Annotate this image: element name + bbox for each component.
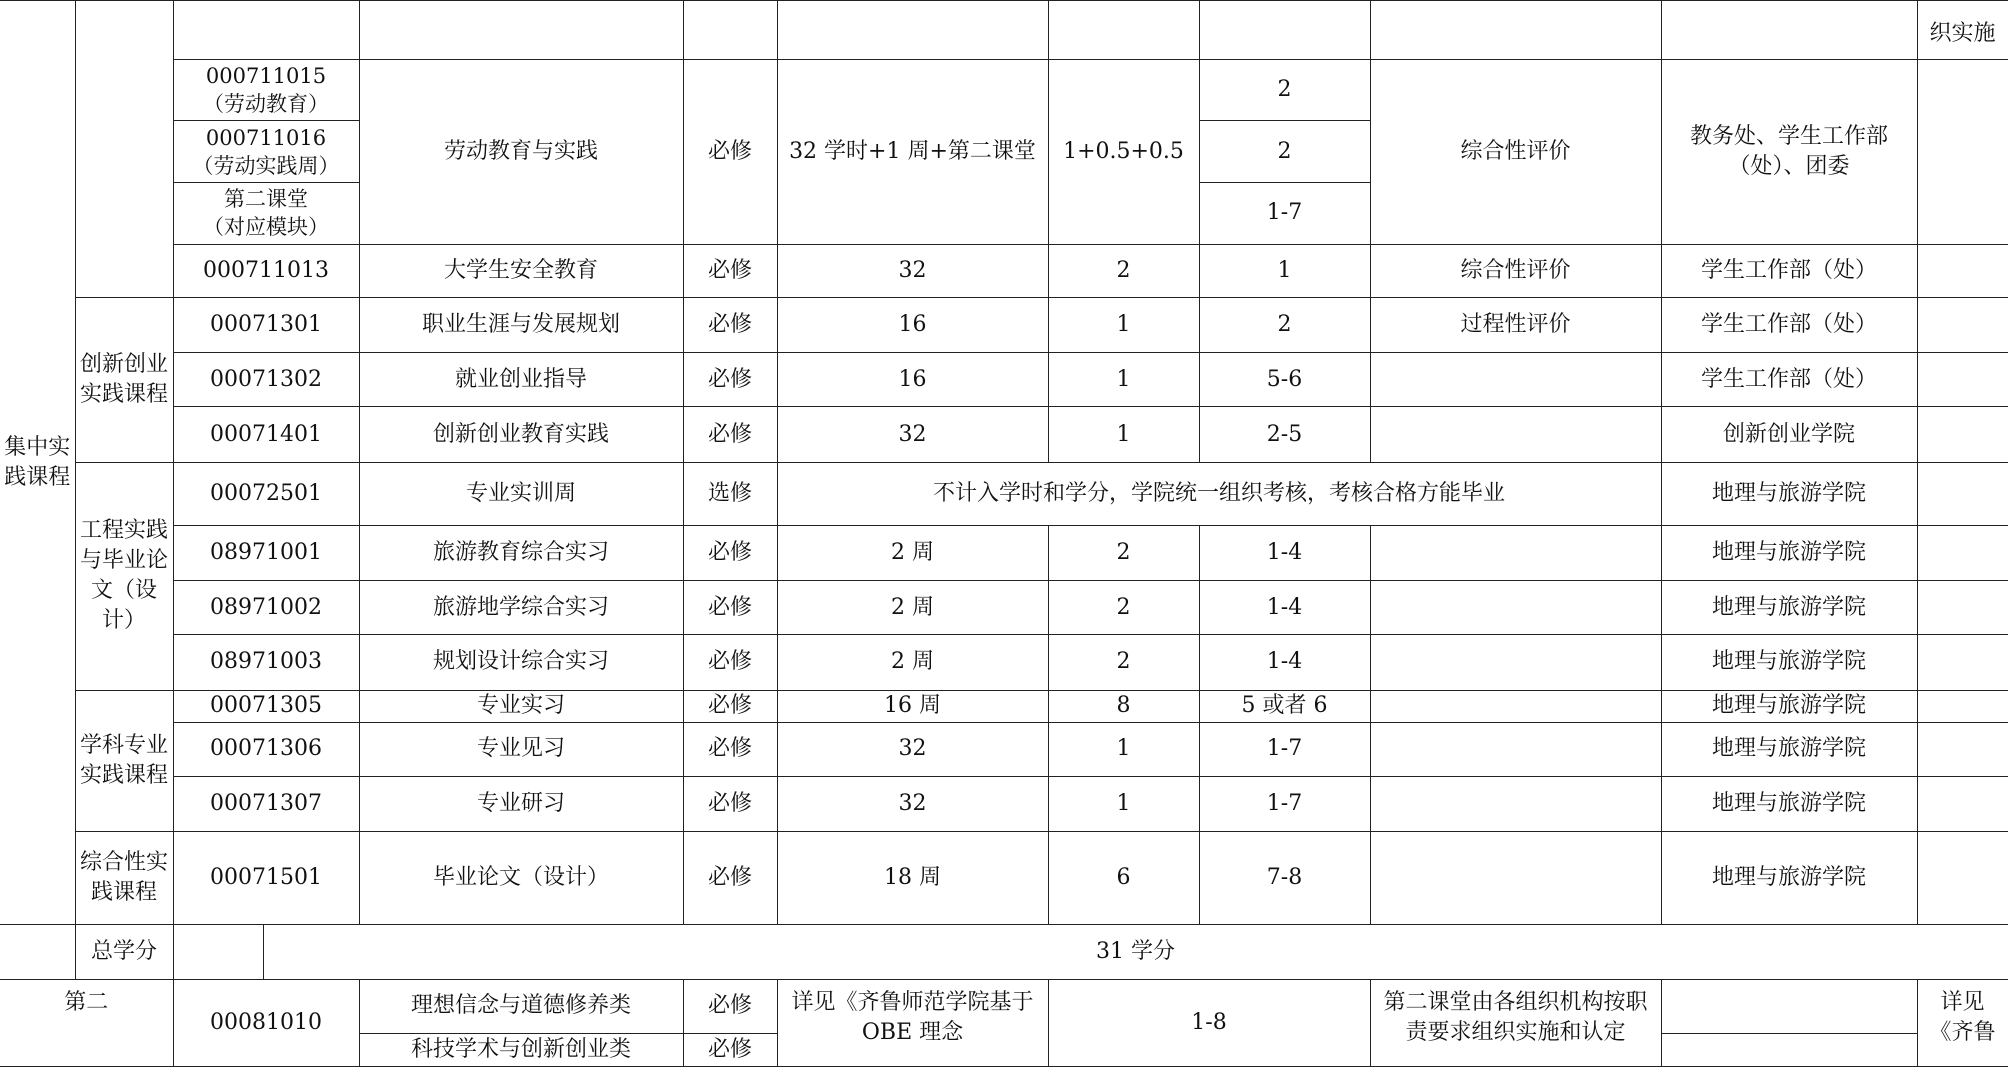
remark-cell: [1917, 690, 2008, 722]
unit-cell: 地理与旅游学院: [1661, 832, 1917, 925]
remark-cell: [1917, 635, 2008, 690]
semester-cell: 1-7: [1199, 182, 1370, 244]
unit-cell: 地理与旅游学院: [1661, 690, 1917, 722]
code-cell: 08971001: [173, 525, 359, 580]
table-row: [0, 298, 2008, 353]
credits-cell: 1: [1048, 407, 1199, 462]
course-name-cell: 专业研习: [359, 776, 683, 831]
remark-cell: [1917, 1, 2008, 60]
table-row-partial-top: [0, 1, 2008, 60]
course-name-cell: 毕业论文（设计）: [359, 832, 683, 925]
credits-cell: 2: [1048, 581, 1199, 635]
nature-cell: [683, 1, 777, 60]
hours-cell: 2 周: [777, 581, 1048, 635]
code-cell: 00071301: [173, 298, 359, 353]
assessment-cell: [1370, 581, 1661, 635]
semester-cell: 2-5: [1199, 407, 1370, 462]
unit-cell: 学生工作部（处）: [1661, 244, 1917, 297]
course-name-cell: 旅游教育综合实习: [359, 525, 683, 580]
assessment-cell: [1370, 635, 1661, 690]
hours-cell: 16: [777, 298, 1048, 353]
course-code-note: （劳动教育）: [203, 92, 329, 117]
second-class-category-cell: 第二: [0, 979, 173, 1066]
course-code: 第二课堂: [224, 187, 308, 212]
table-row: [0, 635, 2008, 690]
credits-cell: 8: [1048, 690, 1199, 722]
total-row: [0, 925, 2008, 979]
code-cell: 00071305: [173, 690, 359, 722]
subcategory-cell: 工程实践与毕业论文（设计）: [75, 462, 173, 690]
hours-cell: 16 周: [777, 690, 1048, 722]
credits-cell: 1: [1048, 353, 1199, 407]
semester-cell: 1-4: [1199, 635, 1370, 690]
module-name-cell: 理想信念与道德修养类: [359, 979, 683, 1033]
code-cell: 00071302: [173, 353, 359, 407]
code-cell: 08971002: [173, 581, 359, 635]
code-cell: [173, 182, 359, 244]
nature-cell: 必修: [683, 776, 777, 831]
remark-cell: [1917, 832, 2008, 925]
total-blank-cell-2: [173, 925, 263, 979]
credits-cell: 1: [1048, 776, 1199, 831]
course-name-cell: 规划设计综合实习: [359, 635, 683, 690]
code-cell: 00071307: [173, 776, 359, 831]
hours-cell: 32 学时+1 周+第二课堂: [777, 60, 1048, 245]
remark-cell: [1917, 581, 2008, 635]
table-row: [0, 353, 2008, 407]
course-name-cell: 职业生涯与发展规划: [359, 298, 683, 353]
hours-cell: 2 周: [777, 635, 1048, 690]
credits-cell: 6: [1048, 832, 1199, 925]
semester-cell: 1-7: [1199, 776, 1370, 831]
table-row: [0, 690, 2008, 722]
table-row: [0, 722, 2008, 776]
semester-cell: 1: [1199, 244, 1370, 297]
table-row: [0, 832, 2008, 925]
course-code-note: （对应模块）: [203, 215, 329, 240]
assessment-cell: 过程性评价: [1370, 298, 1661, 353]
remark-cell: [1917, 298, 2008, 353]
credits-cell: 2: [1048, 635, 1199, 690]
assessment-cell: 第二课堂由各组织机构按职责要求组织实施和认定: [1370, 979, 1661, 1066]
assessment-cell: [1370, 690, 1661, 722]
remark-cell: [1917, 462, 2008, 525]
assessment-cell: [1370, 776, 1661, 831]
subcategory-cell: 综合性实践课程: [75, 832, 173, 925]
hours-cell: 16: [777, 353, 1048, 407]
course-name-cell: 创新创业教育实践: [359, 407, 683, 462]
table-row: [0, 407, 2008, 462]
remark-cell: 详见《齐鲁: [1917, 979, 2008, 1066]
semester-cell: 5 或者 6: [1199, 690, 1370, 722]
hours-cell: 32: [777, 722, 1048, 776]
subcategory-cell: 学科专业实践课程: [75, 690, 173, 832]
nature-cell: 必修: [683, 298, 777, 353]
hours-cell: 18 周: [777, 832, 1048, 925]
assessment-cell: [1370, 722, 1661, 776]
table-row: [0, 60, 2008, 121]
table-row: [0, 581, 2008, 635]
nature-cell: 必修: [683, 690, 777, 722]
code-cell: [173, 1, 359, 60]
module-name-cell: 科技学术与创新创业类: [359, 1033, 683, 1066]
nature-cell: 必修: [683, 979, 777, 1033]
hours-cell: 详见《齐鲁师范学院基于 OBE 理念: [777, 979, 1048, 1066]
nature-cell: 选修: [683, 462, 777, 525]
unit-cell: 地理与旅游学院: [1661, 722, 1917, 776]
semester-cell: 7-8: [1199, 832, 1370, 925]
hours-cell: 32: [777, 776, 1048, 831]
semester-cell: 1-4: [1199, 525, 1370, 580]
course-name-cell: 专业见习: [359, 722, 683, 776]
credits-cell: [1048, 1, 1199, 60]
course-name-cell: [359, 1, 683, 60]
nature-cell: 必修: [683, 60, 777, 245]
remark-cell: [1917, 722, 2008, 776]
hours-cell: 32: [777, 407, 1048, 462]
course-code: 000711016: [205, 125, 327, 150]
subcategory-cell: 创新创业实践课程: [75, 298, 173, 463]
unit-cell: 地理与旅游学院: [1661, 776, 1917, 831]
assessment-cell: [1370, 832, 1661, 925]
table-row: [0, 525, 2008, 580]
hours-cell: [777, 1, 1048, 60]
unit-cell: [1661, 1, 1917, 60]
credits-cell: 1: [1048, 722, 1199, 776]
total-label-cell: 总学分: [75, 925, 173, 979]
course-name-cell: 劳动教育与实践: [359, 60, 683, 245]
code-cell: 00081010: [173, 979, 359, 1066]
code-cell: [173, 121, 359, 182]
remark-text: 织实施: [1929, 21, 1996, 47]
code-cell: 000711013: [173, 244, 359, 297]
unit-cell: 学生工作部（处）: [1661, 298, 1917, 353]
hours-cell: 32: [777, 244, 1048, 297]
code-cell: 00071306: [173, 722, 359, 776]
credits-cell: 2: [1048, 244, 1199, 297]
remark-cell: [1917, 407, 2008, 462]
unit-cell: 地理与旅游学院: [1661, 581, 1917, 635]
course-code: 000711015: [205, 64, 327, 89]
remark-cell: [1917, 776, 2008, 831]
unit-cell: 地理与旅游学院: [1661, 635, 1917, 690]
semester-cell: 1-7: [1199, 722, 1370, 776]
nature-cell: 必修: [683, 635, 777, 690]
total-blank-cell: [0, 925, 75, 979]
assessment-cell: [1370, 525, 1661, 580]
code-cell: 00071501: [173, 832, 359, 925]
semester-cell: 2: [1199, 298, 1370, 353]
remark-cell: [1917, 60, 2008, 245]
nature-cell: 必修: [683, 525, 777, 580]
course-name-cell: 专业实训周: [359, 462, 683, 525]
nature-cell: 必修: [683, 722, 777, 776]
course-name-cell: 就业创业指导: [359, 353, 683, 407]
total-value-cell: 31 学分: [263, 925, 2008, 979]
unit-cell: [1661, 1033, 1917, 1066]
nature-cell: 必修: [683, 353, 777, 407]
credits-cell: 1: [1048, 298, 1199, 353]
nature-cell: 必修: [683, 581, 777, 635]
table-row-second-class: [0, 979, 2008, 1033]
code-cell: [173, 60, 359, 121]
nature-cell: 必修: [683, 832, 777, 925]
course-name-cell: 专业实习: [359, 690, 683, 722]
semester-cell: 5-6: [1199, 353, 1370, 407]
semester-cell: [1199, 1, 1370, 60]
unit-cell: 学生工作部（处）: [1661, 353, 1917, 407]
semester-cell: 1-4: [1199, 581, 1370, 635]
table-row: [0, 244, 2008, 297]
assessment-cell: [1370, 407, 1661, 462]
nature-cell: 必修: [683, 1033, 777, 1066]
unit-cell: [1661, 979, 1917, 1033]
nature-cell: 必修: [683, 244, 777, 297]
subcategory-cell-labor: [75, 1, 173, 298]
table-row: [0, 462, 2008, 525]
semester-cell: 2: [1199, 121, 1370, 182]
unit-cell: 地理与旅游学院: [1661, 525, 1917, 580]
table-row: [0, 776, 2008, 831]
code-cell: 00071401: [173, 407, 359, 462]
hours-cell: 2 周: [777, 525, 1048, 580]
no-credit-note-cell: 不计入学时和学分，学院统一组织考核，考核合格方能毕业: [777, 462, 1661, 525]
remark-cell: [1917, 353, 2008, 407]
remark-cell: [1917, 525, 2008, 580]
assessment-cell: 综合性评价: [1370, 60, 1661, 245]
course-name-cell: 大学生安全教育: [359, 244, 683, 297]
assessment-cell: 综合性评价: [1370, 244, 1661, 297]
semester-cell: 1-8: [1048, 979, 1370, 1066]
semester-cell: 2: [1199, 60, 1370, 121]
credits-cell: 1+0.5+0.5: [1048, 60, 1199, 245]
course-name-cell: 旅游地学综合实习: [359, 581, 683, 635]
credits-cell: 2: [1048, 525, 1199, 580]
assessment-cell: [1370, 1, 1661, 60]
code-cell: 08971003: [173, 635, 359, 690]
category-cell: 集中实践课程: [0, 1, 75, 925]
unit-cell: 地理与旅游学院: [1661, 462, 1917, 525]
remark-cell: [1917, 244, 2008, 297]
assessment-cell: [1370, 353, 1661, 407]
nature-cell: 必修: [683, 407, 777, 462]
unit-cell: 创新创业学院: [1661, 407, 1917, 462]
unit-cell: 教务处、学生工作部（处）、团委: [1661, 60, 1917, 245]
code-cell: 00072501: [173, 462, 359, 525]
course-code-note: （劳动实践周）: [192, 153, 340, 178]
